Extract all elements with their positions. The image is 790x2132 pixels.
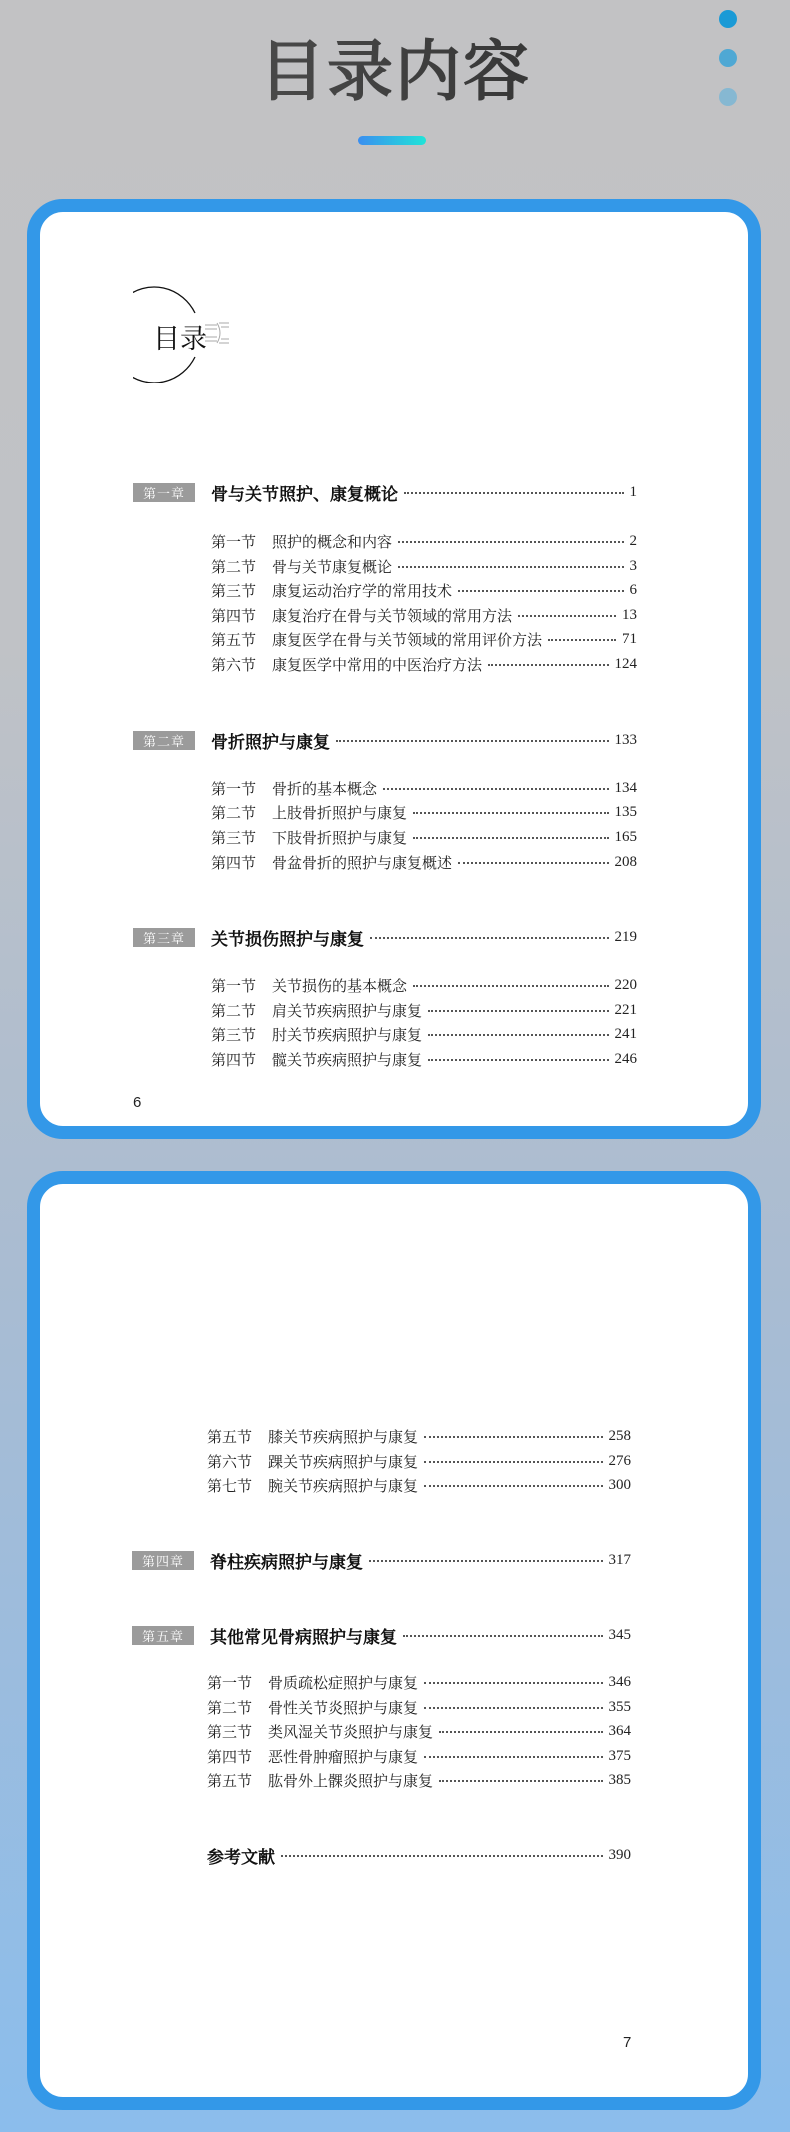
chapter-title: 脊柱疾病照护与康复 [210,1552,363,1572]
toc-section-entry[interactable] [211,826,637,848]
dotted-leader [458,862,608,864]
dotted-leader [398,541,623,543]
section-title: 骨性关节炎照护与康复 [268,1700,419,1717]
section-label: 第六节 [207,1454,253,1471]
section-label: 第三节 [211,1027,257,1044]
section-label: 第二节 [211,559,257,576]
section-title: 骨盆骨折的照护与康复概述 [272,855,453,872]
entry-page-number: 390 [608,1846,631,1863]
chapter-title: 其他常见骨病照护与康复 [210,1627,397,1647]
toc-section-entry[interactable] [211,1023,637,1045]
dotted-leader [428,1034,608,1036]
toc-section-entry[interactable] [207,1474,631,1496]
entry-page-number: 300 [608,1476,631,1493]
toc-chapter-entry[interactable] [133,729,637,751]
section-title: 腕关节疾病照护与康复 [268,1478,419,1495]
dotted-leader [439,1780,602,1782]
toc-chapter-entry[interactable] [132,1549,631,1571]
section-title: 膝关节疾病照护与康复 [268,1429,419,1446]
dotted-leader [424,1682,602,1684]
section-label: 第四节 [211,1052,257,1069]
toc-section-entry[interactable] [211,579,637,601]
toc-section-entry[interactable] [211,628,637,650]
section-title: 康复医学中常用的中医治疗方法 [272,657,483,674]
toc-chapter-entry[interactable] [133,926,637,948]
entry-page-number: 165 [614,828,637,845]
section-label: 第四节 [211,855,257,872]
dotted-leader [403,1635,603,1637]
section-label: 第六节 [211,657,257,674]
section-title: 康复治疗在骨与关节领域的常用方法 [272,608,513,625]
section-label: 第一节 [211,534,257,551]
section-title: 类风湿关节炎照护与康复 [268,1724,434,1741]
section-label: 第五节 [207,1429,253,1446]
entry-page-number: 71 [622,630,637,647]
section-label: 第二节 [211,1003,257,1020]
section-title: 照护的概念和内容 [272,534,393,551]
dotted-leader [428,1010,608,1012]
section-title: 肱骨外上髁炎照护与康复 [268,1773,434,1790]
toc-chapter-entry[interactable] [133,481,637,503]
chapter-title: 骨与关节照护、康复概论 [211,484,398,504]
section-title: 康复运动治疗学的常用技术 [272,583,453,600]
entry-page-number: 135 [614,803,637,820]
toc-section-entry[interactable] [211,999,637,1021]
entry-page-number: 219 [614,928,637,945]
section-title: 骨与关节康复概论 [272,559,393,576]
toc-chapter-entry[interactable] [132,1624,631,1646]
toc-section-entry[interactable] [207,1769,631,1791]
section-label: 第七节 [207,1478,253,1495]
dotted-leader [413,985,608,987]
toc-section-entry[interactable] [211,604,637,626]
section-title: 髋关节疾病照护与康复 [272,1052,423,1069]
entry-page-number: 13 [622,606,637,623]
section-label: 第三节 [207,1724,253,1741]
chapter-label-badge: 第三章 [133,928,195,947]
toc-section-entry[interactable] [211,555,637,577]
entry-page-number: 246 [614,1050,637,1067]
chapter-title: 骨折照护与康复 [211,732,330,752]
entry-page-number: 6 [629,581,637,598]
section-title: 下肢骨折照护与康复 [272,830,408,847]
section-label: 第五节 [211,632,257,649]
toc-section-entry[interactable] [207,1450,631,1472]
chapter-label-badge: 第四章 [132,1551,194,1570]
dotted-leader [383,788,608,790]
entry-page-number: 133 [614,731,637,748]
entry-page-number: 208 [614,853,637,870]
section-title: 康复医学在骨与关节领域的常用评价方法 [272,632,543,649]
toc-section-entry[interactable] [211,530,637,552]
dotted-leader [281,1855,603,1857]
dotted-leader [428,1059,608,1061]
section-label: 第一节 [211,781,257,798]
dotted-leader [404,492,624,494]
section-label: 第二节 [211,805,257,822]
section-title: 关节损伤的基本概念 [272,978,408,995]
entry-page-number: 375 [608,1747,631,1764]
dotted-leader [424,1461,602,1463]
chapter-label-badge: 第五章 [132,1626,194,1645]
toc-logo-text: 目录 [153,324,207,354]
section-title: 肘关节疾病照护与康复 [272,1027,423,1044]
entry-page-number: 124 [614,655,637,672]
dotted-leader [413,837,608,839]
dotted-leader [424,1436,602,1438]
dotted-leader [369,1560,603,1562]
entry-page-number: 2 [629,532,637,549]
chapter-title: 关节损伤照护与康复 [211,929,364,949]
entry-page-number: 221 [614,1001,637,1018]
decorative-dot [719,10,737,28]
dotted-leader [424,1756,602,1758]
toc-section-entry[interactable] [211,777,637,799]
entry-page-number: 258 [608,1427,631,1444]
section-label: 第二节 [207,1700,253,1717]
section-label: 第一节 [207,1675,253,1692]
toc-section-entry[interactable] [211,653,637,675]
entry-page-number: 134 [614,779,637,796]
decorative-dot [719,88,737,106]
dotted-leader [458,590,623,592]
toc-section-entry[interactable] [211,801,637,823]
dotted-leader [548,639,616,641]
toc-section-entry[interactable] [211,1048,637,1070]
dotted-leader [413,812,608,814]
toc-section-entry[interactable] [207,1745,631,1767]
section-label: 第四节 [211,608,257,625]
section-label: 第四节 [207,1749,253,1766]
toc-section-entry[interactable] [207,1671,631,1693]
dotted-leader [424,1707,602,1709]
dotted-leader [370,937,609,939]
dotted-leader [336,740,609,742]
toc-section-entry[interactable] [211,851,637,873]
dotted-leader [398,566,623,568]
entry-page-number: 276 [608,1452,631,1469]
entry-page-number: 364 [608,1722,631,1739]
entry-page-number: 317 [608,1551,631,1568]
section-title: 骨折的基本概念 [272,781,378,798]
toc-section-entry[interactable] [211,974,637,996]
section-title: 肩关节疾病照护与康复 [272,1003,423,1020]
toc-section-entry[interactable] [207,1720,631,1742]
section-label: 第五节 [207,1773,253,1790]
section-label: 第三节 [211,583,257,600]
entry-page-number: 345 [608,1626,631,1643]
page-number: 7 [623,2034,632,2051]
section-title: 骨质疏松症照护与康复 [268,1675,419,1692]
toc-section-entry[interactable] [207,1696,631,1718]
entry-page-number: 241 [614,1025,637,1042]
title-underline-bar [358,136,426,145]
dotted-leader [424,1485,602,1487]
entry-page-number: 385 [608,1771,631,1788]
page-title: 目录内容 [0,18,790,113]
dotted-leader [488,664,608,666]
dotted-leader [518,615,616,617]
entry-page-number: 3 [629,557,637,574]
dotted-leader [439,1731,602,1733]
page-number: 6 [133,1094,142,1111]
entry-page-number: 346 [608,1673,631,1690]
decorative-dot [719,49,737,67]
entry-page-number: 220 [614,976,637,993]
section-title: 上肢骨折照护与康复 [272,805,408,822]
toc-reference-entry[interactable] [207,1844,631,1866]
entry-page-number: 1 [629,483,637,500]
chapter-label-badge: 第一章 [133,483,195,502]
section-label: 第三节 [211,830,257,847]
section-title: 踝关节疾病照护与康复 [268,1454,419,1471]
section-label: 第一节 [211,978,257,995]
entry-page-number: 355 [608,1698,631,1715]
chapter-label-badge: 第二章 [133,731,195,750]
section-title: 恶性骨肿瘤照护与康复 [268,1749,419,1766]
toc-section-entry[interactable] [207,1425,631,1447]
reference-title: 参考文献 [207,1847,275,1867]
